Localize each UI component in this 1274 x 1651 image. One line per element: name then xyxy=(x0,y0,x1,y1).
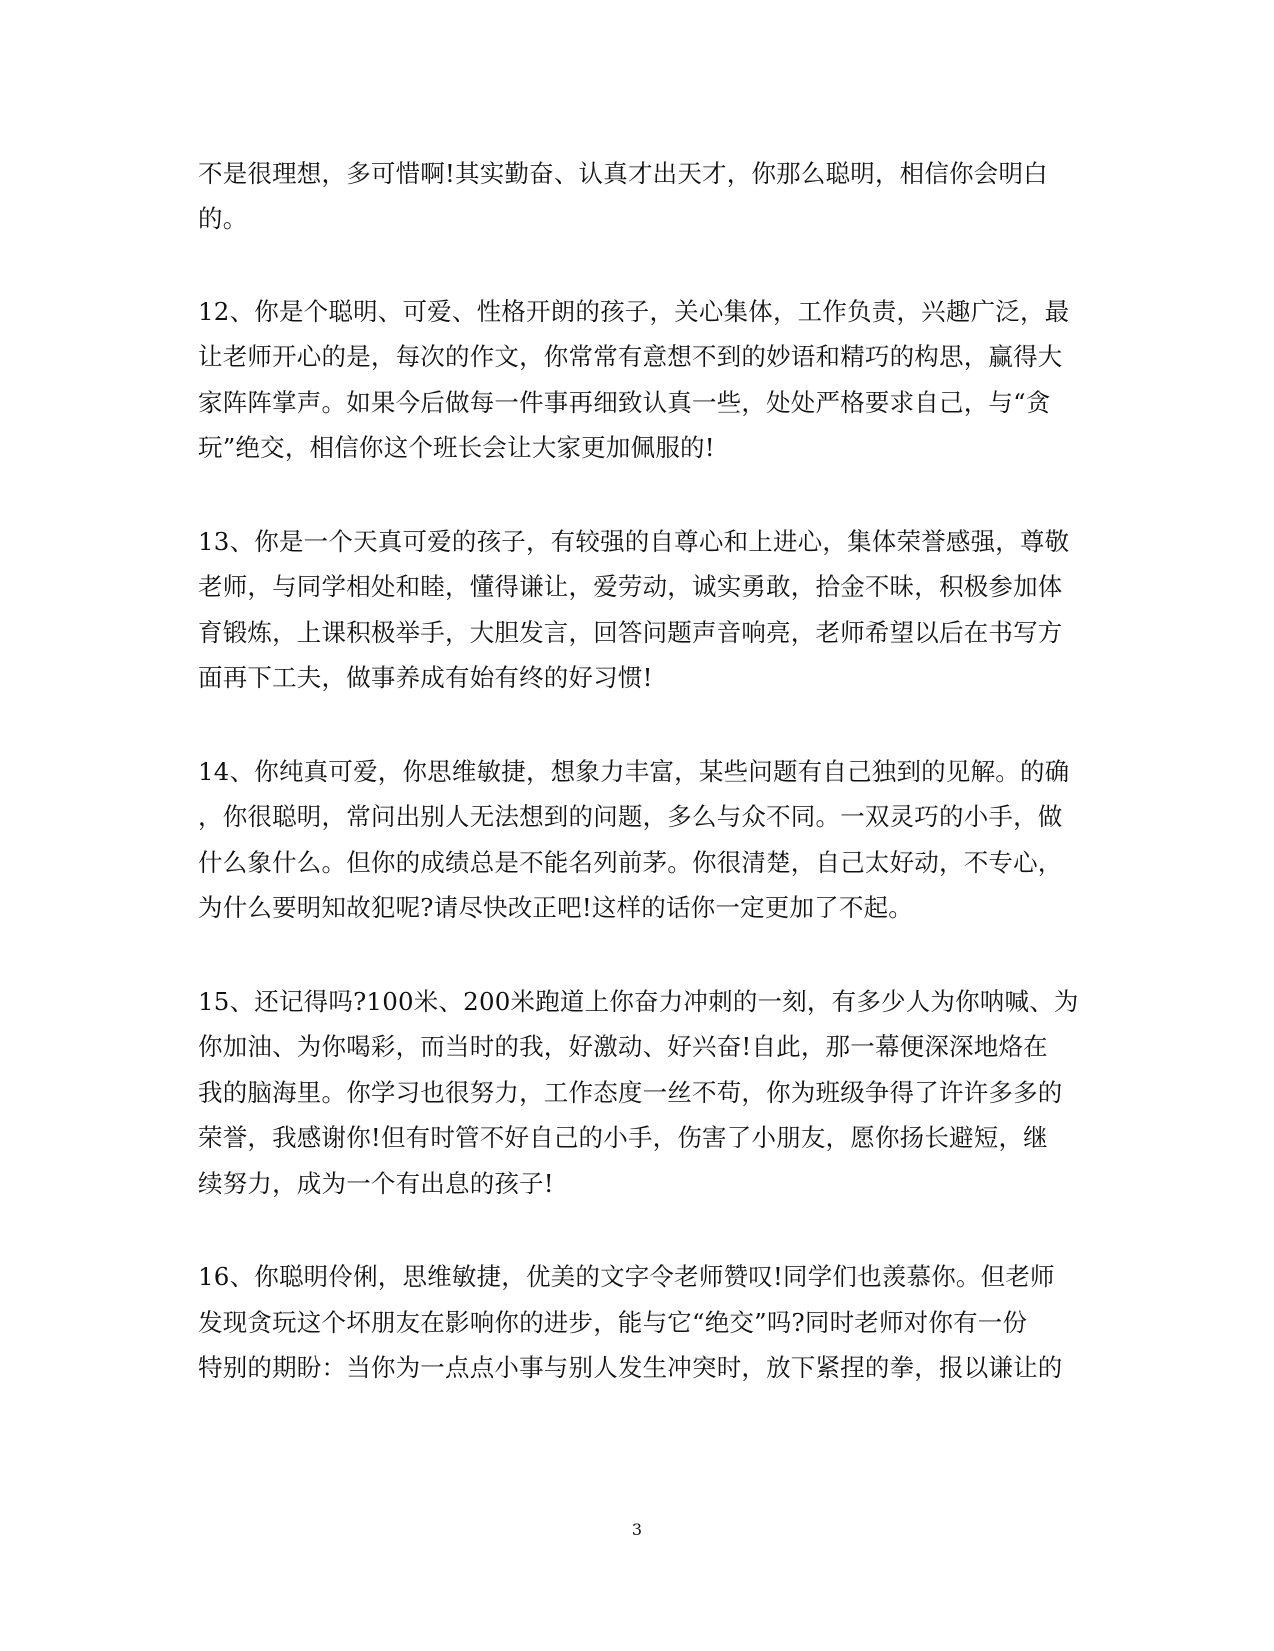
text-line: 我的脑海里。你学习也很努力，工作态度一丝不苟，你为班级争得了许许多多的 xyxy=(198,1078,1063,1107)
text-line: 育锻炼，上课积极举手，大胆发言，回答问题声音响亮，老师希望以后在书写方 xyxy=(198,618,1063,647)
text-line: 面再下工夫，做事养成有始有终的好习惯! xyxy=(198,663,653,692)
text-line: 发现贪玩这个坏朋友在影响你的进步，能与它“绝交”吗?同时老师对你有一份 xyxy=(198,1308,1028,1337)
text-line: 家阵阵掌声。如果今后做每一件事再细致认真一些，处处严格要求自己，与“贪 xyxy=(198,388,1051,417)
text-line: 续努力，成为一个有出息的孩子! xyxy=(198,1169,554,1198)
text-line: 特别的期盼：当你为一点点小事与别人发生冲突时，放下紧捏的拳，报以谦让的 xyxy=(198,1353,1063,1382)
text-line: 16、你聪明伶俐，思维敏捷，优美的文字令老师赞叹!同学们也羡慕你。但老师 xyxy=(198,1262,1055,1291)
text-line: 什么象什么。但你的成绩总是不能名列前茅。你很清楚，自己太好动，不专心， xyxy=(198,848,1063,877)
text-line: 14、你纯真可爱，你思维敏捷，想象力丰富，某些问题有自己独到的见解。的确 xyxy=(198,757,1070,786)
text-line: 玩”绝交，相信你这个班长会让大家更加佩服的! xyxy=(198,433,715,462)
text-line: 的。 xyxy=(198,204,248,233)
text-line: 为什么要明知故犯呢?请尽快改正吧!这样的话你一定更加了不起。 xyxy=(198,893,913,922)
text-line: 让老师开心的是，每次的作文，你常常有意想不到的妙语和精巧的构思，赢得大 xyxy=(198,342,1063,371)
text-line: 13、你是一个天真可爱的孩子，有较强的自尊心和上进心，集体荣誉感强，尊敬 xyxy=(198,527,1070,556)
text-line: 老师，与同学相处和睦，懂得谦让，爱劳动，诚实勇敢，拾金不昧，积极参加体 xyxy=(198,572,1063,601)
text-line: 荣誉，我感谢你!但有时管不好自己的小手，伤害了小朋友，愿你扬长避短，继 xyxy=(198,1123,1048,1152)
text-line: 你加油、为你喝彩，而当时的我，好激动、好兴奋!自此，那一幕便深深地烙在 xyxy=(198,1032,1048,1061)
page-number: 3 xyxy=(631,1520,643,1539)
text-line: 不是很理想，多可惜啊!其实勤奋、认真才出天才，你那么聪明，相信你会明白 xyxy=(198,159,1048,188)
text-line: 12、你是个聪明、可爱、性格开朗的孩子，关心集体，工作负责，兴趣广泛，最 xyxy=(198,297,1070,326)
text-line: 15、还记得吗?100米、200米跑道上你奋力冲刺的一刻，有多少人为你呐喊、为 xyxy=(198,987,1079,1016)
text-line: ，你很聪明，常问出别人无法想到的问题，多么与众不同。一双灵巧的小手，做 xyxy=(198,802,1063,831)
